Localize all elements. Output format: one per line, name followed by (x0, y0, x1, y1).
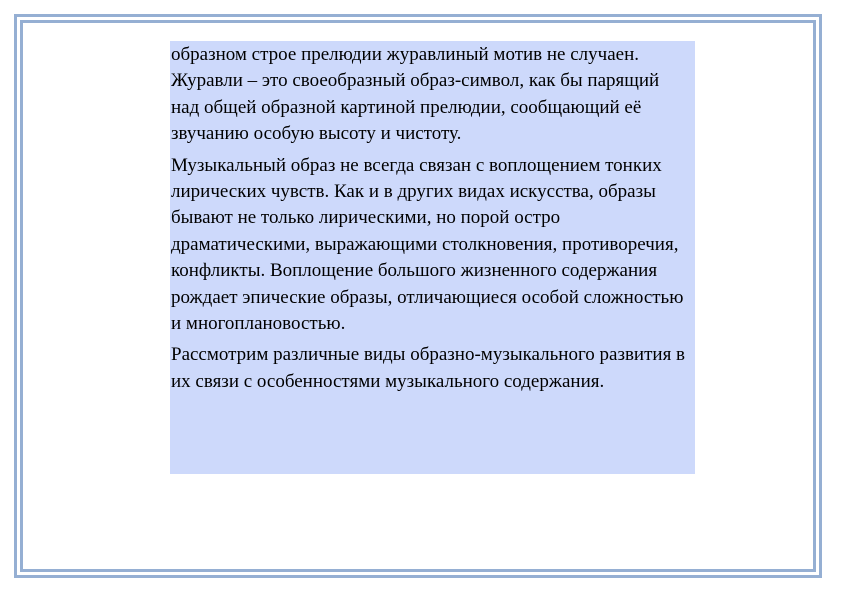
paragraph-1: образном строе прелюдии журавлиный мотив не случаен. Журавли – это своеобразный образ-символ, как бы парящий над общей образной картиной прелюдии, сообщающий её звучанию особую высоту и чистоту. (171, 44, 660, 145)
paragraph-2: Музыкальный образ не всегда связан с воплощением тонких лирических чувств. Как и в других видах искусства, образы бывают не только лирическими, но порой остро драматическими, выражающими столкновения, противоречия, конфликты. Воплощение большого жизненного содержания рождает эпические образы, отличающиеся особой сложностью и многоплановостью. (171, 154, 684, 335)
text-block (170, 41, 695, 474)
paragraph-3: Рассмотрим различные виды образно-музыкального развития в их связи с особенностями музыкального содержания. (171, 344, 686, 392)
